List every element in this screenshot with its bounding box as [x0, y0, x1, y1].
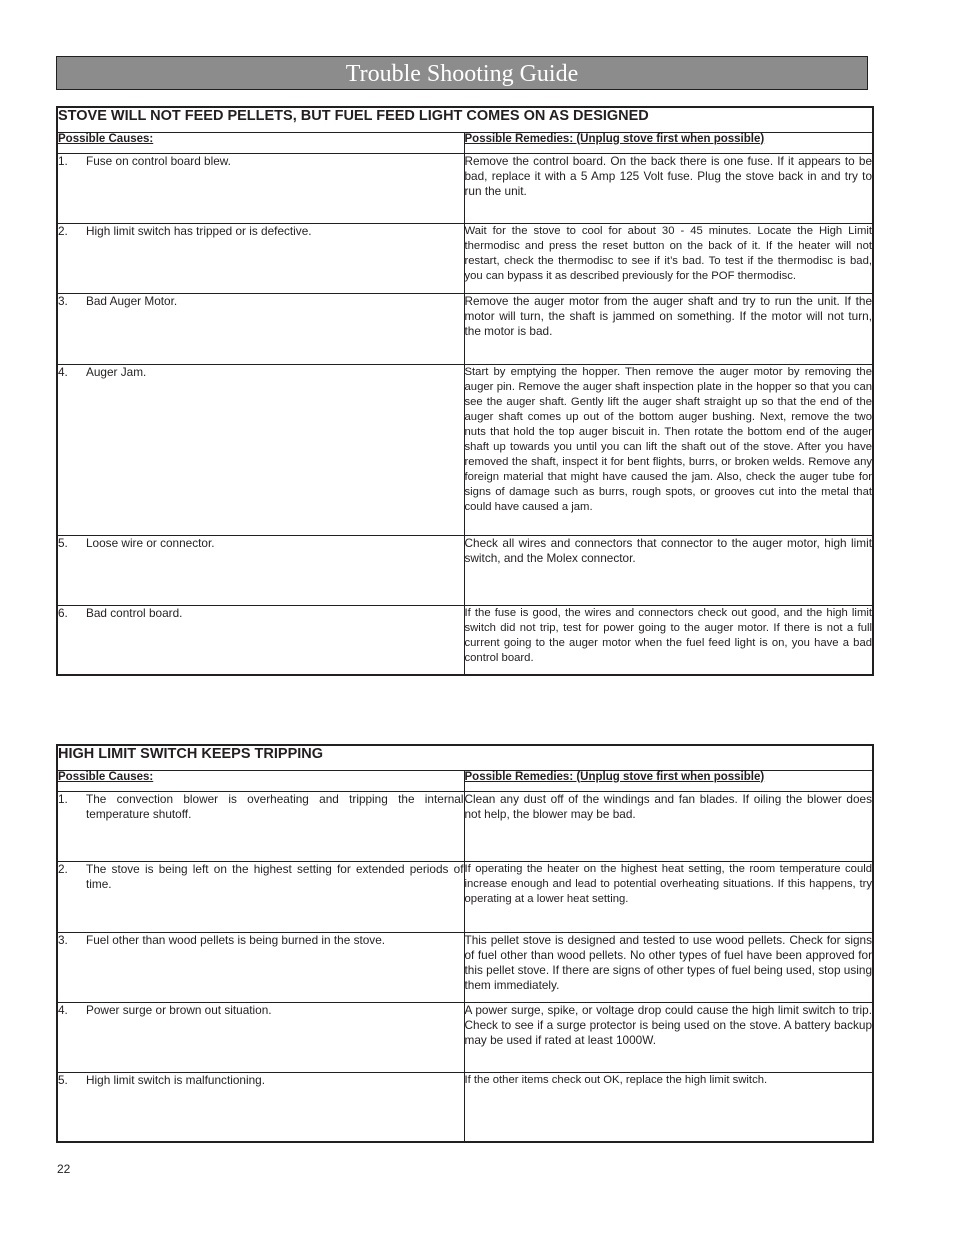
- table-row: [57, 153, 873, 223]
- remedy-text: Remove the control board. On the back there is one fuse. If it appears to be bad, replace it with a 5 Amp 125 Volt fuse. Plug the stove back in and try to run the unit.: [464, 153, 873, 223]
- cause-text: Bad Auger Motor.: [86, 293, 178, 308]
- remedy-text: If the fuse is good, the wires and connectors check out good, and the high limit switch did not trip, test for power going to the auger motor. If there is not a full current going to the auger motor when the fuel feed light is on, you have a bad control board.: [464, 605, 873, 675]
- cause-text: The convection blower is overheating and tripping the internal temperature shutoff.: [86, 791, 464, 821]
- cause-text: Loose wire or connector.: [86, 535, 215, 550]
- row-number: 1.: [58, 153, 68, 168]
- table-title: HIGH LIMIT SWITCH KEEPS TRIPPING: [57, 745, 873, 770]
- row-number: 4.: [58, 1002, 68, 1017]
- row-number: 2.: [58, 223, 68, 238]
- table-row: [57, 223, 873, 293]
- troubleshooting-table-high-limit: [56, 744, 874, 1143]
- cause-text: The stove is being left on the highest setting for extended periods of time.: [86, 861, 464, 891]
- remedy-text: Remove the auger motor from the auger shaft and try to run the unit. If the motor will turn, the shaft is jammed on something. If the motor will not turn, the motor is bad.: [464, 293, 873, 364]
- row-number: 5.: [58, 1072, 68, 1087]
- page-number: 22: [57, 1162, 71, 1176]
- remedies-header: Possible Remedies: (Unplug stove first when possible): [464, 770, 873, 791]
- table-row: [57, 1002, 873, 1072]
- cause-text: Power surge or brown out situation.: [86, 1002, 272, 1017]
- table-row: [57, 861, 873, 932]
- causes-header: Possible Causes:: [57, 132, 464, 153]
- remedy-text: Check all wires and connectors that connector to the auger motor, high limit switch, and the Molex connector.: [464, 535, 873, 605]
- remedy-text: This pellet stove is designed and tested to use wood pellets. Check for signs of fuel other than wood pellets. No other types of fuel have been approved for this pellet stove. If there are signs of other types of fuel being used, stop using them immediately.: [464, 932, 873, 1002]
- remedy-text: Start by emptying the hopper. Then remove the auger motor by removing the auger pin. Remove the auger shaft inspection plate in the hopper so that you can see the auger shaft. Gently lift the auger shaft straight up so that the end of the auger shaft comes up out of the bottom auger bushing. Next, remove the two nuts that hold the top auger biscuit in. Then rotate the bottom end of the auger shaft up towards you until you can lift the shaft out of the stove. After you have removed the shaft, inspect it for bent flights, burrs, or broken welds. Remove any foreign material that might have caused the jam. Also, check the auger tube for signs of damage such as burrs, rough spots, or grooves cut into the metal that could have caused a jam.: [464, 364, 873, 535]
- row-number: 4.: [58, 364, 68, 379]
- page-title: Trouble Shooting Guide: [345, 61, 579, 87]
- row-number: 5.: [58, 535, 68, 550]
- remedy-text: Clean any dust off of the windings and fan blades. If oiling the blower does not help, the blower may be bad.: [464, 791, 873, 861]
- table-row: [57, 535, 873, 605]
- causes-header: Possible Causes:: [57, 770, 464, 791]
- remedies-header: Possible Remedies: (Unplug stove first when possible): [464, 132, 873, 153]
- remedy-text: If the other items check out OK, replace the high limit switch.: [464, 1072, 873, 1142]
- troubleshooting-table-pellet-feed: [56, 106, 874, 676]
- table-row: [57, 1072, 873, 1142]
- cause-text: Bad control board.: [86, 605, 183, 620]
- table-row: [57, 364, 873, 535]
- table-row: [57, 293, 873, 364]
- cause-text: Fuse on control board blew.: [86, 153, 231, 168]
- title-banner: [56, 56, 868, 90]
- row-number: 2.: [58, 861, 68, 876]
- table-title: STOVE WILL NOT FEED PELLETS, BUT FUEL FEED LIGHT COMES ON AS DESIGNED: [57, 107, 873, 132]
- cause-text: Auger Jam.: [86, 364, 147, 379]
- cause-text: Fuel other than wood pellets is being burned in the stove.: [86, 932, 386, 947]
- cause-text: High limit switch is malfunctioning.: [86, 1072, 265, 1087]
- row-number: 3.: [58, 932, 68, 947]
- remedy-text: Wait for the stove to cool for about 30 - 45 minutes. Locate the High Limit thermodisc and press the reset button on the back of it. If the heater will not restart, check the thermodisc to see if it’s bad. To test if the thermodisc is bad, you can bypass it as described previously for the POF thermodisc.: [464, 223, 873, 293]
- cause-text: High limit switch has tripped or is defective.: [86, 223, 312, 238]
- row-number: 3.: [58, 293, 68, 308]
- remedy-text: If operating the heater on the highest heat setting, the room temperature could increase enough and lead to potential overheating situations. If this happens, try operating at a lower heat setting.: [464, 861, 873, 932]
- table-row: [57, 791, 873, 861]
- row-number: 1.: [58, 791, 68, 806]
- remedy-text: A power surge, spike, or voltage drop could cause the high limit switch to trip. Check to see if a surge protector is being used on the stove. A battery backup may be used if rated at least 1000W.: [464, 1002, 873, 1072]
- row-number: 6.: [58, 605, 68, 620]
- table-row: [57, 932, 873, 1002]
- table-row: [57, 605, 873, 675]
